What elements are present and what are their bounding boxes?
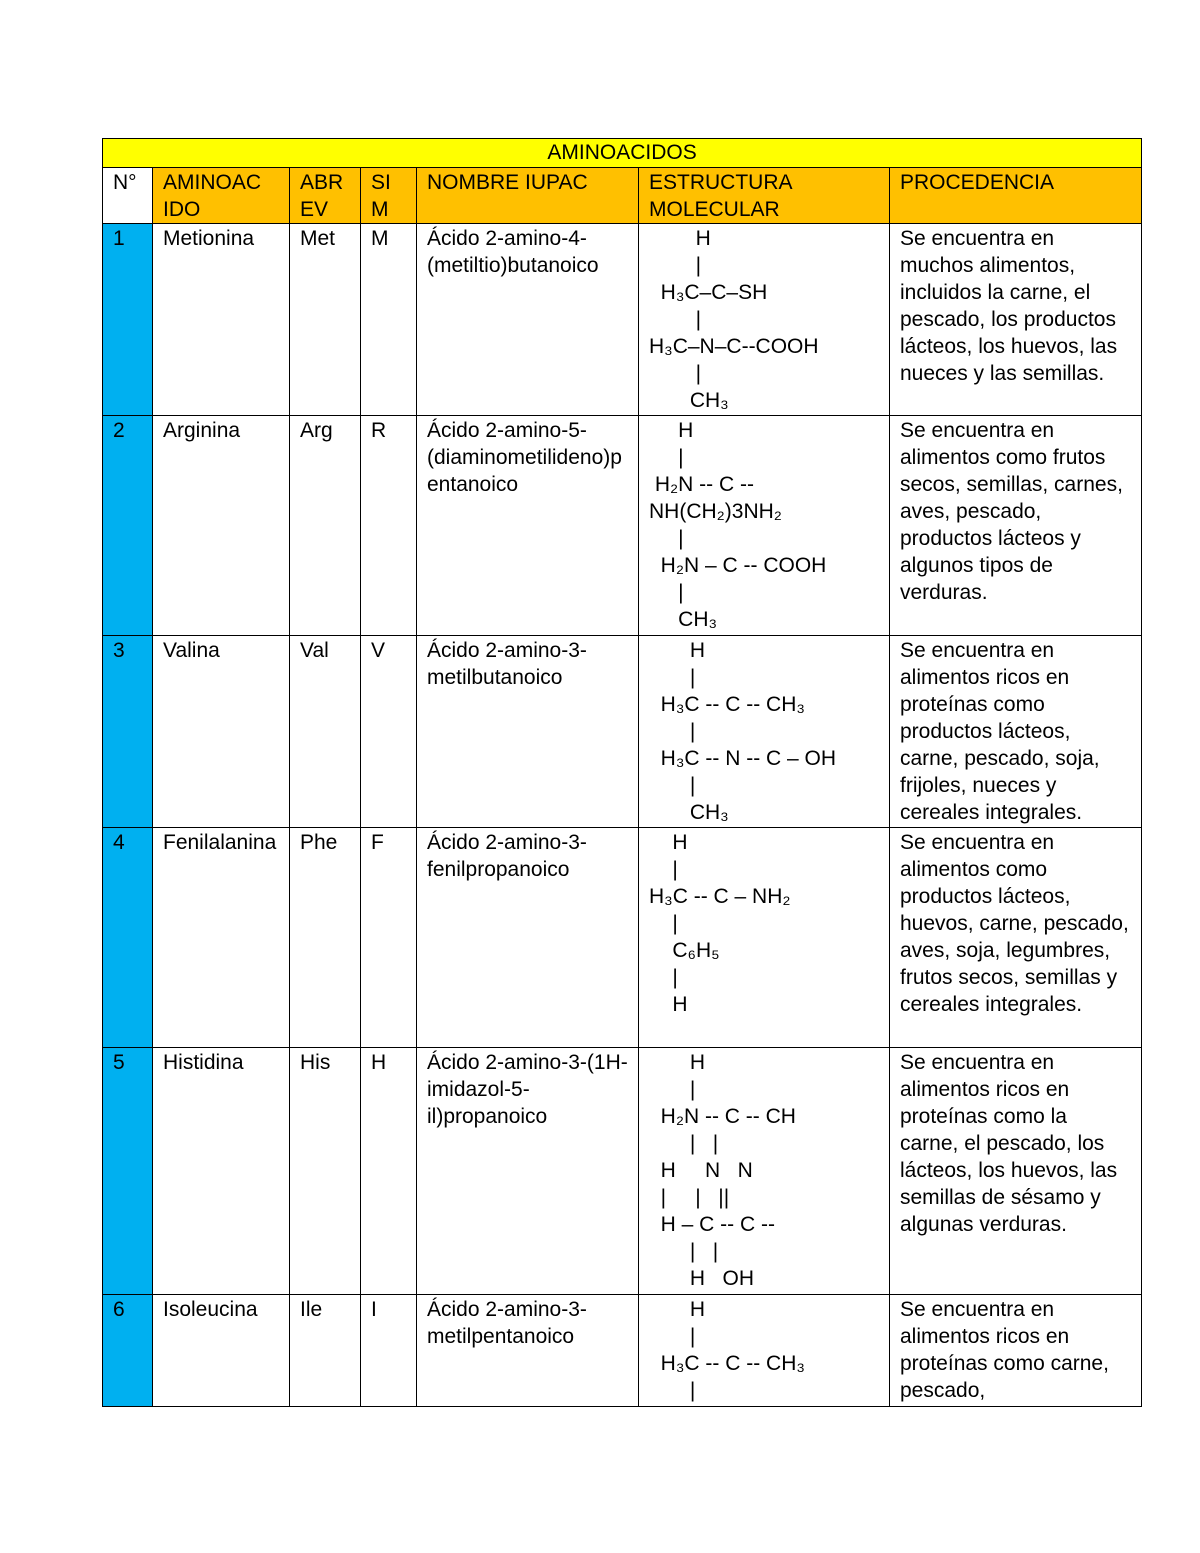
header-aminoacido: AMINOAC IDO xyxy=(153,168,290,224)
header-iupac: NOMBRE IUPAC xyxy=(417,168,639,224)
amino-name: Metionina xyxy=(153,224,290,416)
molecular-structure: H | H₃C -- C – NH₂ | C₆H₅ | H xyxy=(639,828,890,1048)
amino-symbol: H xyxy=(361,1048,417,1295)
amino-symbol: F xyxy=(361,828,417,1048)
amino-symbol: R xyxy=(361,416,417,636)
molecular-structure: H | H₃C–C–SH | H₃C–N–C--COOH | CH₃ xyxy=(639,224,890,416)
amino-name: Isoleucina xyxy=(153,1295,290,1407)
table-row xyxy=(103,636,1142,828)
iupac-name: Ácido 2-amino-3-metilbutanoico xyxy=(417,636,639,828)
header-abrev: ABR EV xyxy=(290,168,361,224)
header-procedencia: PROCEDENCIA xyxy=(890,168,1142,224)
amino-symbol: I xyxy=(361,1295,417,1407)
amino-abrev: Val xyxy=(290,636,361,828)
row-number: 5 xyxy=(103,1048,153,1295)
header-row xyxy=(103,168,1142,224)
amino-name: Valina xyxy=(153,636,290,828)
amino-abrev: Arg xyxy=(290,416,361,636)
row-number: 1 xyxy=(103,224,153,416)
row-number: 3 xyxy=(103,636,153,828)
iupac-name: Ácido 2-amino-3-(1H-imidazol-5-il)propanoico xyxy=(417,1048,639,1295)
origin-text: Se encuentra en alimentos como productos lácteos, huevos, carne, pescado, aves, soja, legumbres, frutos secos, semillas y cereales integrales. xyxy=(890,828,1142,1048)
table-row xyxy=(103,416,1142,636)
row-number: 4 xyxy=(103,828,153,1048)
header-estructura: ESTRUCTURA MOLECULAR xyxy=(639,168,890,224)
origin-text: Se encuentra en alimentos ricos en proteínas como la carne, el pescado, los lácteos, los huevos, las semillas de sésamo y algunas verduras. xyxy=(890,1048,1142,1295)
header-sim: SI M xyxy=(361,168,417,224)
molecular-structure: H | H₃C -- C -- CH₃ | xyxy=(639,1295,890,1407)
iupac-name: Ácido 2-amino-5-(diaminometilideno)pentanoico xyxy=(417,416,639,636)
amino-symbol: M xyxy=(361,224,417,416)
origin-text: Se encuentra en alimentos ricos en proteínas como carne, pescado, xyxy=(890,1295,1142,1407)
header-num: N° xyxy=(103,168,153,224)
amino-name: Arginina xyxy=(153,416,290,636)
origin-text: Se encuentra en alimentos ricos en proteínas como productos lácteos, carne, pescado, soja, frijoles, nueces y cereales integrales. xyxy=(890,636,1142,828)
origin-text: Se encuentra en muchos alimentos, incluidos la carne, el pescado, los productos lácteos, los huevos, las nueces y las semillas. xyxy=(890,224,1142,416)
amino-abrev: His xyxy=(290,1048,361,1295)
amino-symbol: V xyxy=(361,636,417,828)
row-number: 6 xyxy=(103,1295,153,1407)
iupac-name: Ácido 2-amino-3-metilpentanoico xyxy=(417,1295,639,1407)
table-row xyxy=(103,828,1142,1048)
origin-text: Se encuentra en alimentos como frutos secos, semillas, carnes, aves, pescado, productos lácteos y algunos tipos de verduras. xyxy=(890,416,1142,636)
iupac-name: Ácido 2-amino-4-(metiltio)butanoico xyxy=(417,224,639,416)
table-title: AMINOACIDOS xyxy=(103,139,1142,168)
table-row xyxy=(103,224,1142,416)
molecular-structure: H | H₃C -- C -- CH₃ | H₃C -- N -- C – OH | CH₃ xyxy=(639,636,890,828)
table-row xyxy=(103,1295,1142,1407)
amino-abrev: Met xyxy=(290,224,361,416)
iupac-name: Ácido 2-amino-3-fenilpropanoico xyxy=(417,828,639,1048)
amino-acids-table xyxy=(102,138,1142,1407)
molecular-structure: H | H₂N -- C -- NH(CH₂)3NH₂ | H₂N – C -- COOH | CH₃ xyxy=(639,416,890,636)
amino-abrev: Phe xyxy=(290,828,361,1048)
amino-name: Histidina xyxy=(153,1048,290,1295)
row-number: 2 xyxy=(103,416,153,636)
amino-name: Fenilalanina xyxy=(153,828,290,1048)
table-row xyxy=(103,1048,1142,1295)
amino-abrev: Ile xyxy=(290,1295,361,1407)
molecular-structure: H | H₂N -- C -- CH | | H N N | | || H – C -- C -- | | H OH xyxy=(639,1048,890,1295)
